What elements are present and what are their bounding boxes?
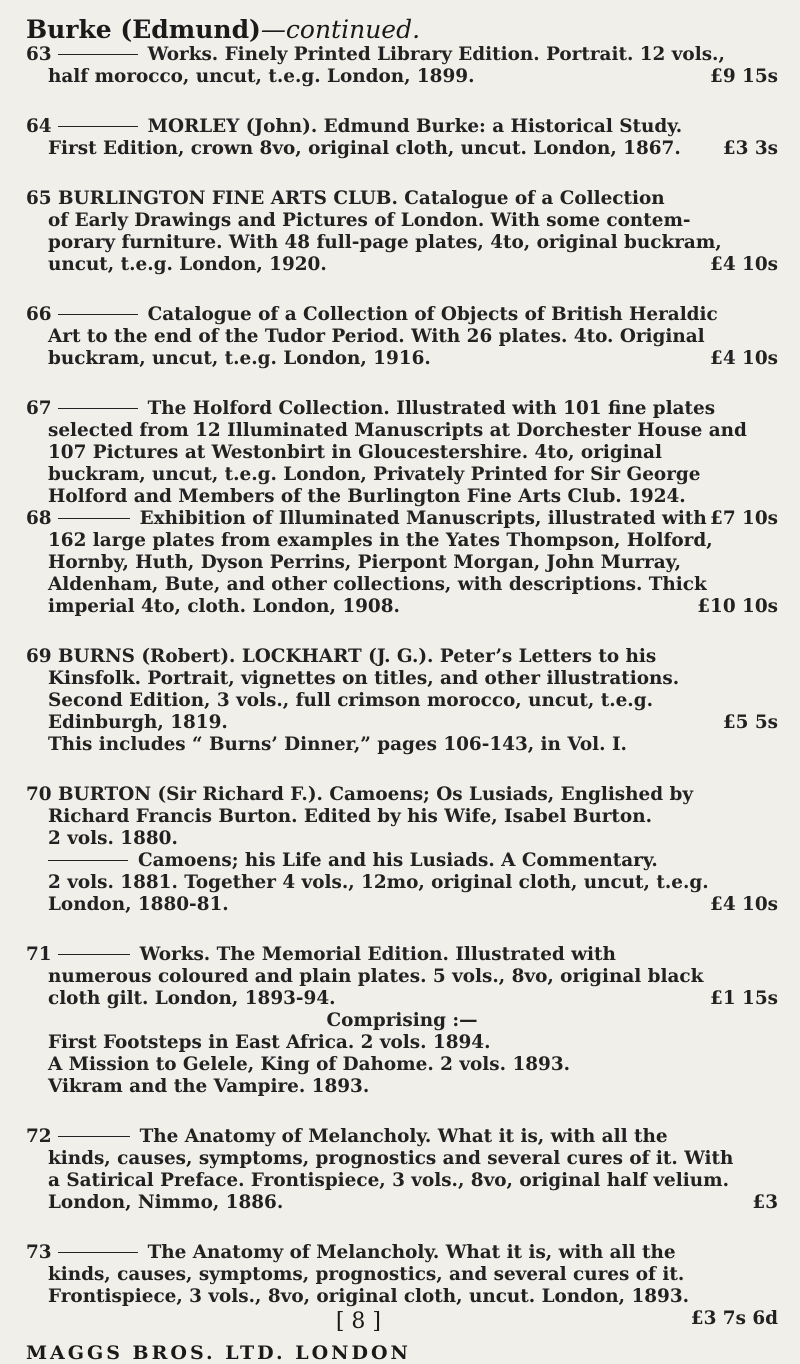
entry-text: Aldenham, Bute, and other collections, with descriptions. Thick xyxy=(48,574,707,595)
entry-price: £5 5s xyxy=(722,712,778,733)
entry-price: £4 10s xyxy=(710,348,778,369)
entry-text: Edinburgh, 1819. xyxy=(48,712,228,733)
entry-title: The Anatomy of Melancholy. What it is, with all the xyxy=(147,1242,676,1263)
entry-text: kinds, causes, symptoms, prognostics, and several cures of it. xyxy=(48,1264,685,1285)
entry-text: Hornby, Huth, Dyson Perrins, Pierpont Morgan, John Murray, xyxy=(48,552,681,573)
entry-number: 69 xyxy=(26,646,52,667)
entry-text: numerous coloured and plain plates. 5 vols., 8vo, original black xyxy=(48,966,704,987)
entry-number: 66 xyxy=(26,304,52,325)
entry-text: a Satirical Preface. Frontispiece, 3 vols., 8vo, original half velium. xyxy=(48,1170,729,1191)
entry-number: 64 xyxy=(26,116,52,137)
entry-text: buckram, uncut, t.e.g. London, Privately Printed for Sir George xyxy=(48,464,701,485)
entry-text: imperial 4to, cloth. London, 1908. xyxy=(48,596,400,617)
entry-title: MORLEY (John). xyxy=(147,116,318,137)
entry-number: 73 xyxy=(26,1242,52,1263)
publisher-footer: MAGGS BROS. LTD. LONDON xyxy=(26,1342,411,1364)
entry-text: uncut, t.e.g. London, 1920. xyxy=(48,254,327,275)
entry-title: The Anatomy of Melancholy. What it is, with all the xyxy=(139,1126,668,1147)
entry-text: 2 vols. 1880. xyxy=(48,828,178,849)
catalogue-entry-63 xyxy=(26,44,778,88)
entry-contents-item: First Footsteps in East Africa. 2 vols. 1894. xyxy=(48,1032,491,1053)
entry-text: Illustrated with 101 fine plates xyxy=(396,398,716,419)
entry-number: 67 xyxy=(26,398,52,419)
entry-number: 71 xyxy=(26,944,52,965)
entry-price: £7 10s xyxy=(710,508,778,529)
entry-text: Holford and Members of the Burlington Fine Arts Club. 1924. xyxy=(48,486,686,507)
entry-price: £3 xyxy=(752,1192,778,1213)
entry-text: Frontispiece, 3 vols., 8vo, original cloth, uncut. London, 1893. xyxy=(48,1286,690,1307)
entry-number: 68 xyxy=(26,508,52,529)
entry-title: BURTON (Sir Richard F.). Camoens; Os Lusiads, Englished by xyxy=(58,784,694,805)
entry-text: cloth gilt. London, 1893-94. xyxy=(48,988,336,1009)
entry-price: £4 10s xyxy=(710,254,778,275)
entry-price: £9 15s xyxy=(710,66,778,87)
entry-text: buckram, uncut, t.e.g. London, 1916. xyxy=(48,348,431,369)
entry-title: Catalogue of a Collection of Objects of British Heraldic xyxy=(147,304,718,325)
entry-subtitle: Camoens; his Life and his Lusiads. A Commentary. xyxy=(138,850,658,871)
running-head-name: Burke (Edmund) xyxy=(26,15,261,44)
catalogue-entry-72 xyxy=(26,1126,778,1214)
entry-text: Art to the end of the Tudor Period. With 26 plates. 4to. Original xyxy=(48,326,705,347)
entry-price: £4 10s xyxy=(710,894,778,915)
running-head-continued: —continued. xyxy=(260,15,421,44)
entry-text: of Early Drawings and Pictures of London. With some contem- xyxy=(48,210,691,231)
entry-price: £3 7s 6d xyxy=(690,1308,778,1329)
entry-text: Richard Francis Burton. Edited by his Wife, Isabel Burton. xyxy=(48,806,652,827)
catalogue-entry-73 xyxy=(26,1242,778,1329)
entry-contents-item: A Mission to Gelele, King of Dahome. 2 vols. 1893. xyxy=(48,1054,571,1075)
entry-contents-item: Vikram and the Vampire. 1893. xyxy=(48,1076,370,1097)
entry-text: Finely Printed Library Edition. Portrait. 12 vols., xyxy=(224,44,725,65)
page-number: [ 8 ] xyxy=(335,1309,381,1334)
entry-text: selected from 12 Illuminated Manuscripts at Dorchester House and xyxy=(48,420,747,441)
catalogue-entry-64 xyxy=(26,116,778,160)
entry-number: 70 xyxy=(26,784,52,805)
entry-text: First Edition, crown 8vo, original cloth, uncut. London, 1867. xyxy=(48,138,681,159)
entry-title: BURNS (Robert). LOCKHART (J. G.). Peter’s Letters to his xyxy=(58,646,657,667)
entry-text: Edmund Burke: a Historical Study. xyxy=(323,116,683,137)
entry-text: 162 large plates from examples in the Yates Thompson, Holford, xyxy=(48,530,713,551)
entry-text: half morocco, uncut, t.e.g. London, 1899. xyxy=(48,66,475,87)
entry-title: BURLINGTON FINE ARTS CLUB. xyxy=(58,188,398,209)
entry-title: The Holford Collection. xyxy=(147,398,390,419)
entry-note: This includes “ Burns’ Dinner,” pages 106-143, in Vol. I. xyxy=(48,734,627,755)
entry-number: 72 xyxy=(26,1126,52,1147)
entry-number: 65 xyxy=(26,188,52,209)
catalogue-entry-69 xyxy=(26,646,778,756)
entry-text: Second Edition, 3 vols., full crimson morocco, uncut, t.e.g. xyxy=(48,690,653,711)
catalogue-entry-66 xyxy=(26,304,778,370)
entry-text: illustrated with xyxy=(547,508,707,529)
entry-price: £10 10s xyxy=(697,596,778,617)
entry-text: Catalogue of a Collection xyxy=(404,188,665,209)
entry-comprising: Comprising :— xyxy=(326,1010,478,1031)
entry-title: Exhibition of Illuminated Manuscripts, xyxy=(139,508,542,529)
entry-text: London, Nimmo, 1886. xyxy=(48,1192,284,1213)
entry-text: kinds, causes, symptoms, prognostics and several cures of it. With xyxy=(48,1148,734,1169)
entry-text: London, 1880-81. xyxy=(48,894,229,915)
catalogue-entry-65 xyxy=(26,188,778,276)
catalogue-entry-70 xyxy=(26,784,778,916)
catalogue-entry-68 xyxy=(26,508,778,618)
entry-text: porary furniture. With 48 full-page plates, 4to, original buckram, xyxy=(48,232,722,253)
entry-title: Works. The Memorial Edition. Illustrated with xyxy=(139,944,616,965)
entry-price: £3 3s xyxy=(722,138,778,159)
running-head xyxy=(26,16,778,44)
entry-title: Works. xyxy=(147,44,219,65)
catalogue-entry-71 xyxy=(26,944,778,1098)
entry-text: 107 Pictures at Westonbirt in Gloucestershire. 4to, original xyxy=(48,442,662,463)
entry-number: 63 xyxy=(26,44,52,65)
entry-price: £1 15s xyxy=(710,988,778,1009)
entry-text: 2 vols. 1881. Together 4 vols., 12mo, original cloth, uncut, t.e.g. xyxy=(48,872,709,893)
entry-text: Kinsfolk. Portrait, vignettes on titles, and other illustrations. xyxy=(48,668,680,689)
